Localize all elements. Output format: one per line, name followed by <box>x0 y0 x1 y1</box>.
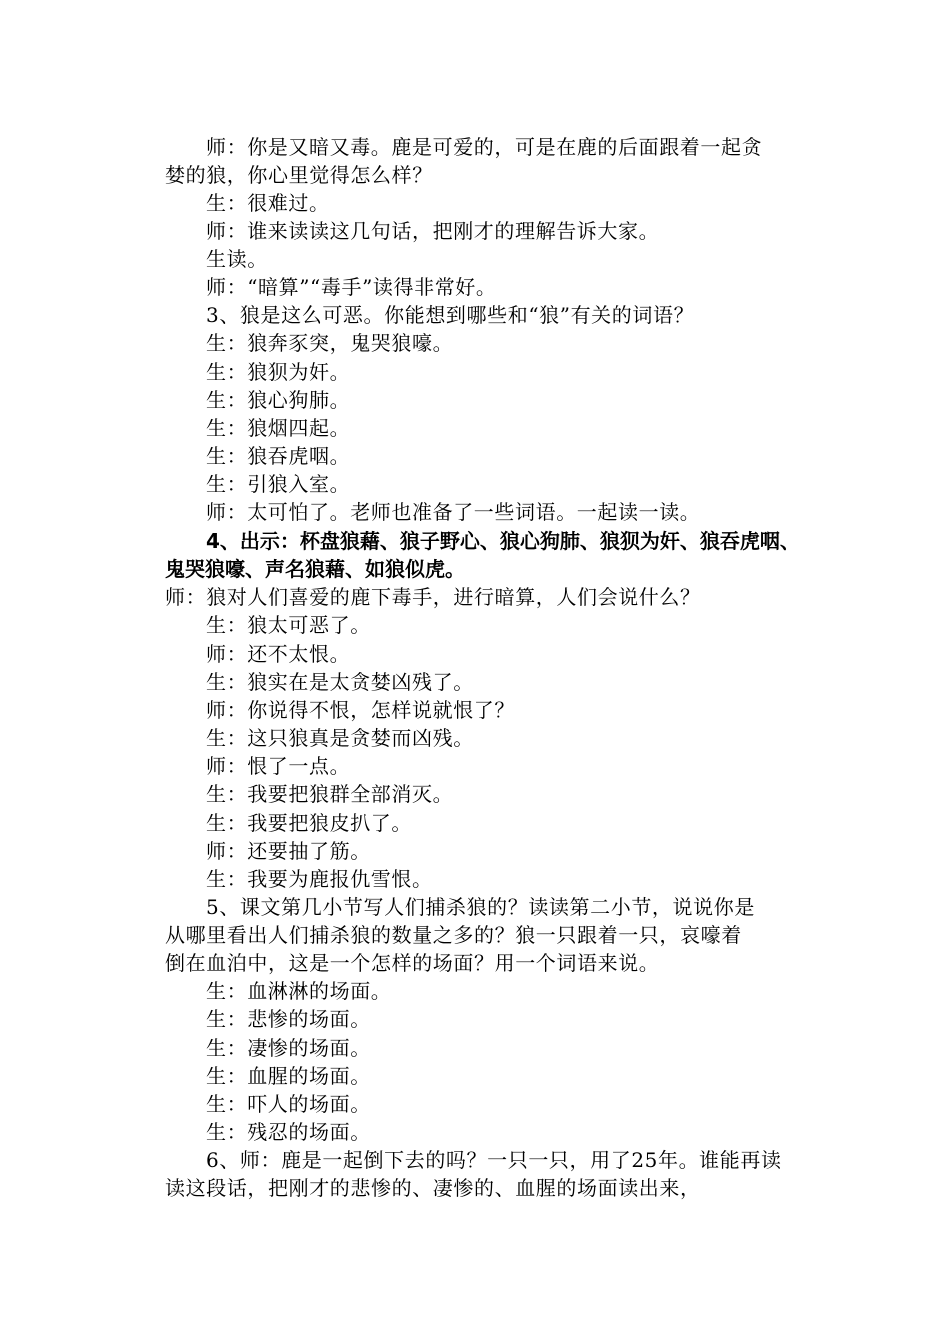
text-line: 生：我要把狼皮扒了。 <box>206 811 412 835</box>
text-line: 生：我要为鹿报仇雪恨。 <box>206 867 433 891</box>
text-line: 生：引狼入室。 <box>206 472 351 496</box>
text-line: 生：血淋淋的场面。 <box>206 979 392 1003</box>
text-line: 生：很难过。 <box>206 191 330 215</box>
text-line: 生：这只狼真是贪婪而凶残。 <box>206 726 474 750</box>
text-line: 生：狼烟四起。 <box>206 416 351 440</box>
text-line: 读这段话，把刚才的悲惨的、凄惨的、血腥的场面读出来， <box>165 1176 701 1200</box>
text-line: 生：狼吞虎咽。 <box>206 444 351 468</box>
text-line: 生：血腥的场面。 <box>206 1064 371 1088</box>
text-line: 生：凄惨的场面。 <box>206 1036 371 1060</box>
text-line: 师：“暗算”“毒手”读得非常好。 <box>206 275 497 299</box>
text-line: 师：太可怕了。老师也准备了一些词语。一起读一读。 <box>206 500 701 524</box>
text-line: 倒在血泊中，这是一个怎样的场面？用一个词语来说。 <box>165 951 660 975</box>
text-line: 从哪里看出人们捕杀狼的数量之多的？狼一只跟着一只，哀嚎着 <box>165 923 742 947</box>
text-line: 生：残忍的场面。 <box>206 1120 371 1144</box>
text-line: 生：狼实在是太贪婪凶残了。 <box>206 670 474 694</box>
text-line: 生：悲惨的场面。 <box>206 1007 371 1031</box>
text-line: 生：吓人的场面。 <box>206 1092 371 1116</box>
text-line: 生：狼太可恶了。 <box>206 613 371 637</box>
text-line: 生：狼奔豕突，鬼哭狼嚎。 <box>206 331 454 355</box>
text-line: 3、狼是这么可恶。你能想到哪些和“狼”有关的词语？ <box>206 303 695 327</box>
text-line-bold: 4、出示：杯盘狼藉、狼子野心、狼心狗肺、狼狈为奸、狼吞虎咽、 <box>206 529 800 553</box>
text-line: 生：我要把狼群全部消灭。 <box>206 782 454 806</box>
text-line: 师：恨了一点。 <box>206 754 351 778</box>
text-line: 师：狼对人们喜爱的鹿下毒手，进行暗算，人们会说什么？ <box>165 585 701 609</box>
text-line: 婪的狼，你心里觉得怎么样？ <box>165 163 433 187</box>
text-line: 师：还不太恨。 <box>206 642 351 666</box>
text-line: 5、课文第几小节写人们捕杀狼的？读读第二小节，说说你是 <box>206 895 755 919</box>
text-line: 师：谁来读读这几句话，把刚才的理解告诉大家。 <box>206 219 660 243</box>
text-line-bold: 鬼哭狼嚎、声名狼藉、如狼似虎。 <box>165 557 465 581</box>
text-line: 6、师：鹿是一起倒下去的吗？一只一只，用了25年。谁能再读 <box>206 1148 782 1172</box>
text-line: 师：你说得不恨，怎样说就恨了？ <box>206 698 515 722</box>
text-line: 师：你是又暗又毒。鹿是可爱的，可是在鹿的后面跟着一起贪 <box>206 135 763 159</box>
text-line: 生：狼狈为奸。 <box>206 360 351 384</box>
text-line: 师：还要抽了筋。 <box>206 839 371 863</box>
text-line: 生读。 <box>206 247 268 271</box>
text-line: 生：狼心狗肺。 <box>206 388 351 412</box>
